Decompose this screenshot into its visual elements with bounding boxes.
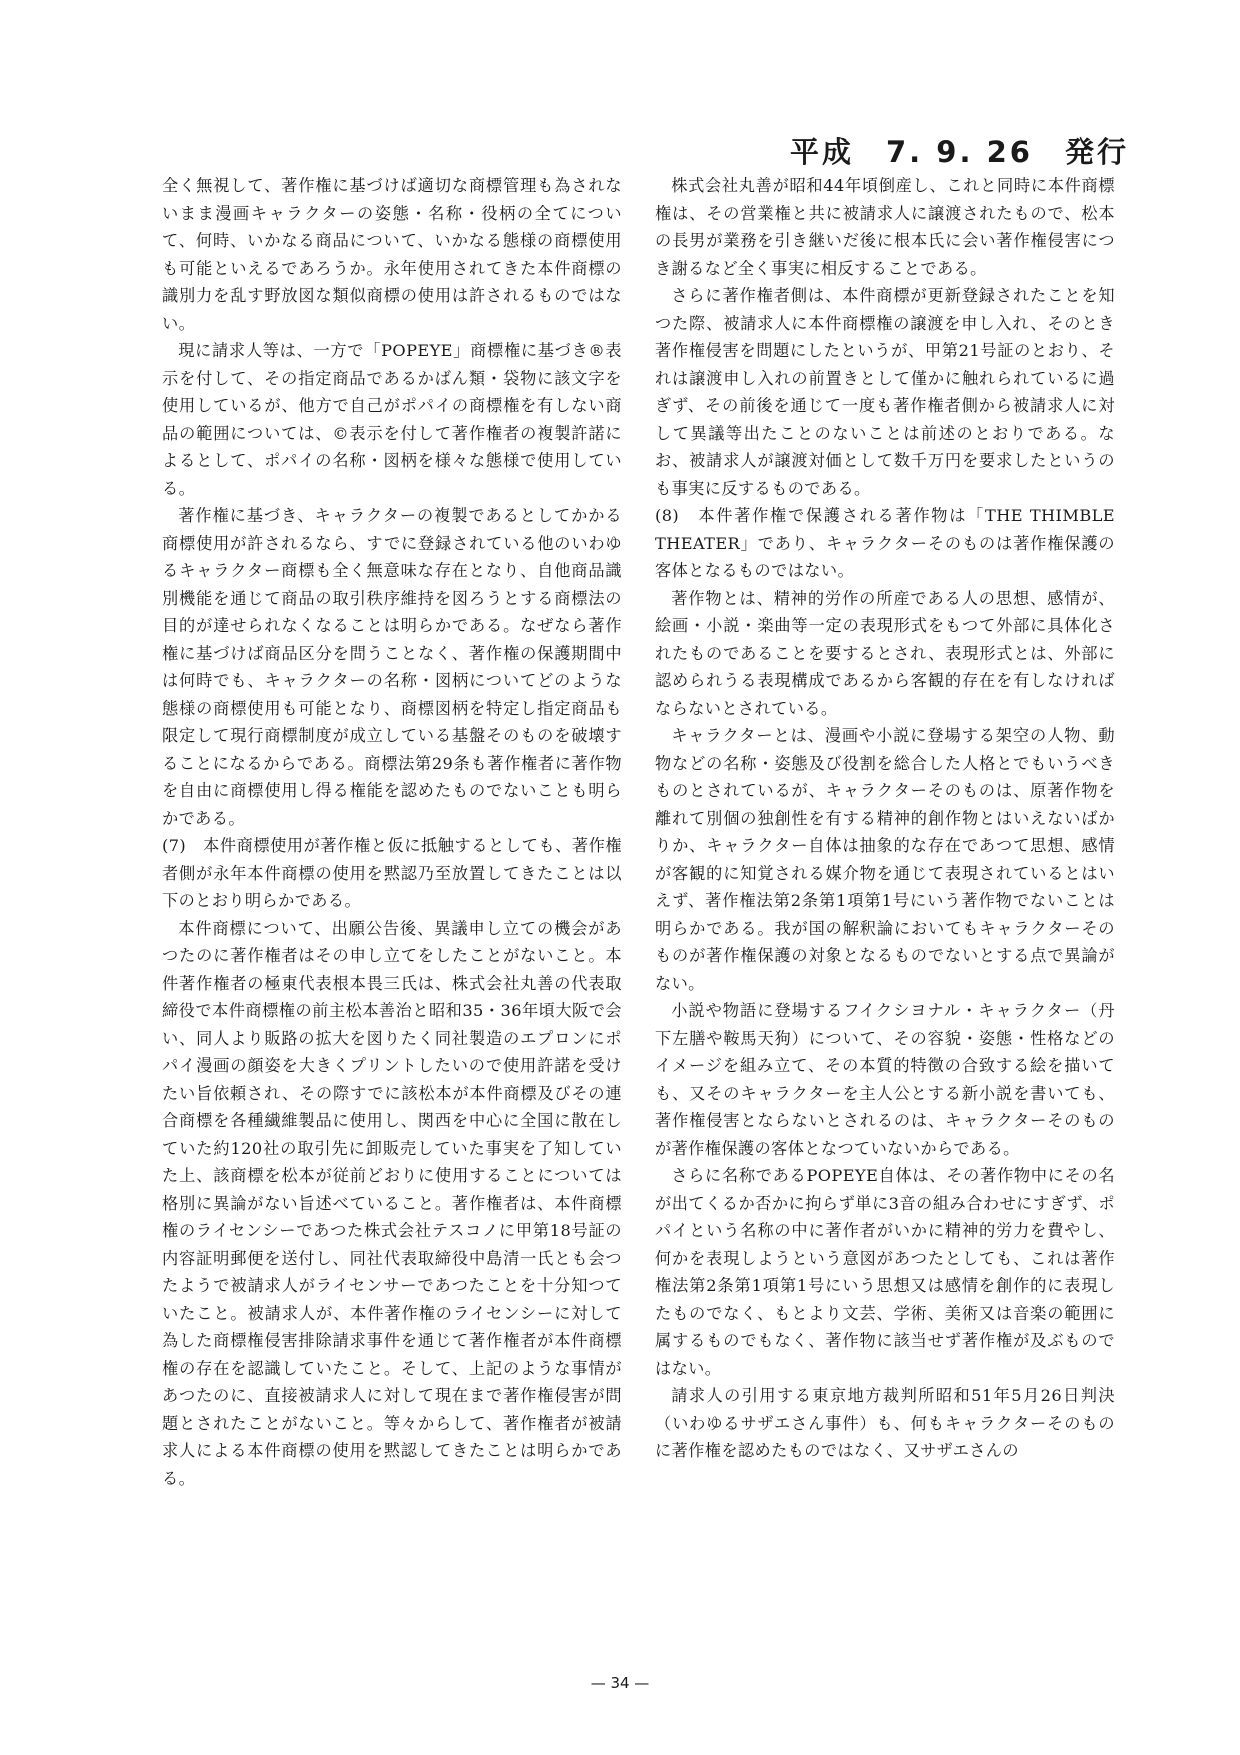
issue-date-header: 平成 7. 9. 26 発行 bbox=[790, 135, 1129, 169]
paragraph: キャラクターとは、漫画や小説に登場する架空の人物、動物などの名称・姿態及び役割を総合した人格とでもいうべきものとされているが、キャラクターそのものは、原著作物を離れて別個の独創性を有する精神的創作物とはいえないばかりか、キャラクター自体は抽象的な存在であつて思想、感情が客観的に知覚される媒介物を通じて表現されているとはいえず、著作権法第2条第1項第1号にいう著作物でないことは明らかである。我が国の解釈論においてもキャラクターそのものが著作権保護の対象となるものでないとする点で異論がない。 bbox=[655, 726, 1115, 993]
paragraph: (7) 本件商標使用が著作権と仮に抵触するとしても、著作権者側が永年本件商標の使用を黙認乃至放置してきたことは以下のとおり明らかである。 bbox=[162, 836, 622, 910]
left-text-column bbox=[162, 172, 622, 1492]
paragraph: 本件商標について、出願公告後、異議申し立ての機会があつたのに著作権者はその申し立てをしたことがないこと。本件著作権者の極東代表根本畏三氏は、株式会社丸善の代表取締役で本件商標権の前主松本善治と昭和35・36年頃大阪で会い、同人より販路の拡大を図りたく同社製造のエプロンにポパイ漫画の顔姿を大きくプリントしたいので使用許諾を受けたい旨依頼され、その際すでに該松本が本件商標及びその連合商標を各種繊維製品に使用し、関西を中心に全国に散在していた約120社の取引先に卸販売していた事実を了知していた上、該商標を松本が従前どおりに使用することについては格別に異論がない旨述べていること。著作権者は、本件商標権のライセンシーであつた株式会社テスコノに甲第18号証の内容証明郵便を送付し、同社代表取締役中島清一氏とも会つたようで被請求人がライセンサーであつたことを十分知つていたこと。被請求人が、本件著作権のライセンシーに対して為した商標権侵害排除請求事件を通じて著作権者が本件商標権の存在を認識していたこと。そして、上記のような事情があつたのに、直接被請求人に対して現在まで著作権侵害が問題とされたことがないこと。等々からして、著作権者が被請求人による本件商標の使用を黙認してきたことは明らかである。 bbox=[162, 918, 622, 1488]
paragraph: 著作権に基づき、キャラクターの複製であるとしてかかる商標使用が許されるなら、すでに登録されている他のいわゆるキャラクター商標も全く無意味な存在となり、自他商品識別機能を通じて商品の取引秩序維持を図ろうとする商標法の目的が達せられなくなることは明らかである。なぜなら著作権に基づけば商品区分を問うことなく、著作権の保護期間中は何時でも、キャラクターの名称・図柄についてどのような態様の商標使用も可能となり、商標図柄を特定し指定商品も限定して現行商標制度が成立している基盤そのものを破壊することになるからである。商標法第29条も著作権者に著作物を自由に商標使用し得る権能を認めたものでないことも明らかである。 bbox=[162, 506, 622, 828]
paragraph: 小説や物語に登場するフイクシヨナル・キャラクター（丹下左膳や鞍馬天狗）について、その容貌・姿態・性格などのイメージを組み立て、その本質的特徴の合致する絵を描いても、又そのキャラクターを主人公とする新小説を書いても、著作権侵害とならないとされるのは、キャラクターそのものが著作権保護の客体となつていないからである。 bbox=[655, 1001, 1115, 1158]
paragraph: 著作物とは、精神的労作の所産である人の思想、感情が、絵画・小説・楽曲等一定の表現形式をもつて外部に具体化されたものであることを要するとされ、表現形式とは、外部に認められうる表現構成であるから客観的存在を有しなければならないとされている。 bbox=[655, 588, 1115, 718]
paragraph: さらに著作権者側は、本件商標が更新登録されたことを知つた際、被請求人に本件商標権の譲渡を申し入れ、そのとき著作権侵害を問題にしたというが、甲第21号証のとおり、それは譲渡申し入れの前置きとして僅かに触れられているに過ぎず、その前後を通じて一度も著作権者側から被請求人に対して異議等出たことのないことは前述のとおりである。なお、被請求人が譲渡対価として数千万円を要求したというのも事実に反するものである。 bbox=[655, 286, 1115, 498]
paragraph: 現に請求人等は、一方で「POPEYE」商標権に基づき®表示を付して、その指定商品であるかばん類・袋物に該文字を使用しているが、他方で自己がポパイの商標権を有しない商品の範囲については、©表示を付して著作権者の複製許諾によるとして、ポパイの名称・図柄を様々な態様で使用している。 bbox=[162, 341, 622, 498]
right-text-column bbox=[655, 172, 1115, 1465]
paragraph: 株式会社丸善が昭和44年頃倒産し、これと同時に本件商標権は、その営業権と共に被請求人に譲渡されたもので、松本の長男が業務を引き継いだ後に根本氏に会い著作権侵害につき謝るなど全く事実に相反することである。 bbox=[655, 176, 1115, 278]
page-number: — 34 — bbox=[590, 1674, 650, 1692]
paragraph: 請求人の引用する東京地方裁判所昭和51年5月26日判決（いわゆるサザエさん事件）も、何もキャラクターそのものに著作権を認めたものではなく、又サザエさんの bbox=[655, 1386, 1115, 1460]
paragraph: さらに名称であるPOPEYE自体は、その著作物中にその名が出てくるか否かに拘らず単に3音の組み合わせにすぎず、ポパイという名称の中に著作者がいかに精神的労力を費やし、何かを表現しようという意図があつたとしても、これは著作権法第2条第1項第1号にいう思想又は感情を創作的に表現したものでなく、もとより文芸、学術、美術又は音楽の範囲に属するものでもなく、著作物に該当せず著作権が及ぶものではない。 bbox=[655, 1166, 1115, 1378]
paragraph: (8) 本件著作権で保護される著作物は「THE THIMBLE THEATER」であり、キャラクターそのものは著作権保護の客体となるものではない。 bbox=[655, 506, 1115, 580]
paragraph: 全く無視して、著作権に基づけば適切な商標管理も為されないまま漫画キャラクターの姿態・名称・役柄の全てについて、何時、いかなる商品について、いかなる態様の商標使用も可能といえるであろうか。永年使用されてきた本件商標の識別力を乱す野放図な類似商標の使用は許されるものではない。 bbox=[162, 176, 622, 333]
